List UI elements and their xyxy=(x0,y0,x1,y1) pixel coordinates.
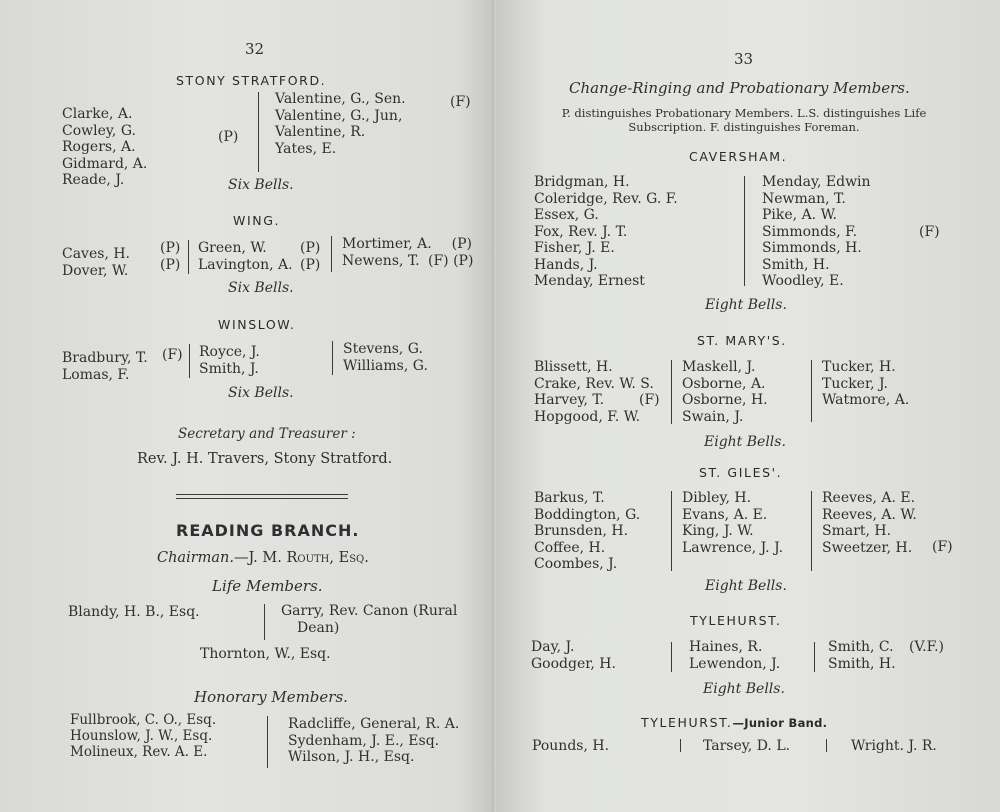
life-members-label: Life Members. xyxy=(212,577,323,595)
column-divider xyxy=(264,604,265,640)
member-name: Osborne, A. xyxy=(682,375,766,392)
column-divider xyxy=(671,642,672,672)
probationary-mark: (P) xyxy=(300,256,321,273)
honorary-members-label: Honorary Members. xyxy=(194,688,348,706)
column-divider xyxy=(331,236,332,272)
reading-branch-heading: READING BRANCH. xyxy=(176,521,360,540)
member-name: King, J. W. xyxy=(682,523,754,539)
wing-heading: WING. xyxy=(233,213,281,228)
member-name: Simmonds, H. xyxy=(762,240,862,256)
chairman-line xyxy=(157,551,369,566)
member-name: Maskell, J. xyxy=(682,359,756,375)
member-name: Essex, G. xyxy=(534,207,599,223)
member-name: Bradbury, T. xyxy=(62,350,148,366)
member-name: Evans, A. E. xyxy=(682,506,768,523)
status-mark: (P) xyxy=(451,236,472,252)
member-name: Tarsey, D. L. xyxy=(703,738,791,754)
foreman-mark: (F) xyxy=(450,94,471,110)
page-number-right: 33 xyxy=(734,50,754,68)
wing-col1-marks xyxy=(160,240,180,273)
chairman-label: Chairman. xyxy=(157,550,234,566)
member-name: Hounslow, J. W., Esq. xyxy=(70,728,213,744)
probationary-mark: (P) xyxy=(160,240,181,256)
member-name: Menday, Edwin xyxy=(762,174,871,190)
column-divider xyxy=(680,739,681,752)
member-name: Reeves, A. W. xyxy=(822,506,917,523)
member-name: Smith, C. xyxy=(828,639,894,655)
bells-count: Eight Bells. xyxy=(704,434,786,450)
member-name: Sydenham, J. E., Esq. xyxy=(288,732,440,749)
member-name: Clarke, A. xyxy=(62,106,133,122)
member-name: Gidmard, A. xyxy=(62,155,148,172)
member-name: Coleridge, Rev. G. F. xyxy=(534,190,678,207)
member-name: Reeves, A. E. xyxy=(822,490,916,506)
tylehurst-heading: TYLEHURST. xyxy=(690,613,782,628)
member-name: Simmonds, F. xyxy=(762,223,858,240)
stony-stratford-heading: STONY STRATFORD. xyxy=(176,73,327,88)
column-divider xyxy=(188,240,189,274)
member-name: Newman, T. xyxy=(762,190,846,207)
column-divider xyxy=(258,92,259,172)
probationary-mark: (P) xyxy=(218,129,239,145)
member-name: Lewendon, J. xyxy=(689,655,781,672)
caversham-heading: CAVERSHAM. xyxy=(689,149,788,164)
secretary-label: Secretary and Treasurer : xyxy=(178,426,356,442)
member-name: Osborne, H. xyxy=(682,392,768,408)
member-name: Sweetzer, H. xyxy=(822,539,913,556)
column-divider xyxy=(811,360,812,422)
st-marys-col1 xyxy=(534,359,654,425)
column-divider xyxy=(189,344,190,378)
member-name: Crake, Rev. W. S. xyxy=(534,375,654,392)
st-giles-heading: ST. GILES'. xyxy=(699,465,783,480)
wing-col2 xyxy=(198,240,293,273)
member-name: Rogers, A. xyxy=(62,139,136,155)
member-name: Valentine, G., Sen. xyxy=(275,91,406,107)
member-name: Dover, W. xyxy=(62,262,129,279)
junior-heading-main: TYLEHURST. xyxy=(641,715,733,730)
member-name: Day, J. xyxy=(531,639,575,655)
member-name: Dibley, H. xyxy=(682,490,752,506)
member-name: Caves, H. xyxy=(62,246,130,262)
caversham-col2 xyxy=(762,174,871,290)
member-name: Tucker, H. xyxy=(822,359,896,375)
foreman-mark: (F) xyxy=(162,347,183,363)
member-name: Valentine, R. xyxy=(275,124,366,140)
legend-note: P. distinguishes Probationary Members. L.S. distinguishes Life Subscription. F. distinguishes Foreman. xyxy=(561,106,927,134)
wing-col2-marks xyxy=(300,240,320,273)
junior-heading-suffix: —Junior Band. xyxy=(732,716,828,730)
bells-count: Eight Bells. xyxy=(705,297,787,313)
life-member-name-continued: Dean) xyxy=(297,619,340,636)
probationary-mark: (P) xyxy=(300,240,321,256)
member-name: Lavington, A. xyxy=(198,256,293,273)
probationary-mark: (P) xyxy=(160,256,181,273)
member-name: Blissett, H. xyxy=(534,359,613,375)
member-name: Wright. J. R. xyxy=(851,738,937,754)
member-name: Swain, J. xyxy=(682,408,744,425)
foreman-mark: (F) xyxy=(932,539,953,555)
member-name: Coffee, H. xyxy=(534,539,606,556)
section-rule xyxy=(176,494,348,495)
honorary-col1 xyxy=(70,712,216,760)
right-page xyxy=(496,0,1000,812)
bells-count: Eight Bells. xyxy=(703,681,785,697)
member-name: Pounds, H. xyxy=(532,738,610,754)
tylehurst-col1 xyxy=(531,639,616,672)
member-name: Barkus, T. xyxy=(534,490,605,506)
column-divider xyxy=(814,642,815,672)
bells-count: Six Bells. xyxy=(228,280,294,296)
vice-foreman-mark: (V.F.) xyxy=(909,639,945,655)
st-marys-heading: ST. MARY'S. xyxy=(697,333,787,348)
member-name: Wilson, J. H., Esq. xyxy=(288,749,415,765)
section-rule xyxy=(176,498,348,499)
winslow-col2 xyxy=(199,344,260,377)
honorary-col2 xyxy=(288,716,459,766)
member-name: Tucker, J. xyxy=(822,375,888,392)
foreman-mark: (F) xyxy=(639,392,660,408)
member-name: Fox, Rev. J. T. xyxy=(534,223,628,240)
member-name: Radcliffe, General, R. A. xyxy=(288,716,460,732)
wing-col3-marks xyxy=(428,236,472,269)
member-name: Stevens, G. xyxy=(343,341,423,357)
member-name: Bridgman, H. xyxy=(534,174,630,190)
member-name: Haines, R. xyxy=(689,639,763,655)
column-divider xyxy=(826,739,827,752)
member-name: Valentine, G., Jun, xyxy=(275,107,403,124)
st-marys-col3 xyxy=(822,359,909,409)
st-marys-col2 xyxy=(682,359,768,425)
member-name: Williams, G. xyxy=(343,357,428,374)
st-giles-col3 xyxy=(822,490,917,556)
column-divider xyxy=(811,491,812,571)
tylehurst-col2 xyxy=(689,639,780,672)
life-member-name-multiline xyxy=(281,603,457,636)
winslow-heading: WINSLOW. xyxy=(218,317,296,332)
caversham-col1 xyxy=(534,174,678,290)
column-divider xyxy=(332,341,333,375)
member-name: Fullbrook, C. O., Esq. xyxy=(70,712,217,728)
bells-count: Eight Bells. xyxy=(705,578,787,594)
member-name: Smith, H. xyxy=(762,256,830,273)
member-name: Cowley, G. xyxy=(62,122,136,139)
member-name: Reade, J. xyxy=(62,172,125,188)
winslow-col3 xyxy=(343,341,428,374)
wing-col1 xyxy=(62,246,130,279)
life-member-name: Thornton, W., Esq. xyxy=(200,646,331,662)
member-name: Pike, A. W. xyxy=(762,207,837,223)
left-page xyxy=(0,0,496,812)
member-name: Harvey, T. xyxy=(534,392,605,408)
foreman-mark: (F) xyxy=(919,224,940,240)
tylehurst-col3 xyxy=(828,639,896,672)
life-member-name: Blandy, H. B., Esq. xyxy=(68,604,200,620)
member-name: Hands, J. xyxy=(534,256,598,273)
st-giles-col1 xyxy=(534,490,640,573)
wing-col3 xyxy=(342,236,432,269)
member-name: Lawrence, J. J. xyxy=(682,539,784,556)
member-name: Yates, E. xyxy=(275,140,337,157)
column-divider xyxy=(744,176,745,286)
stony-col2 xyxy=(275,91,406,157)
member-name: Smith, J. xyxy=(199,360,259,377)
member-name: Smith, H. xyxy=(828,655,896,672)
chairman-name: —J. M. Routh, Esq. xyxy=(234,550,369,566)
member-name: Boddington, G. xyxy=(534,506,641,523)
member-name: Coombes, J. xyxy=(534,556,618,572)
tylehurst-junior-heading xyxy=(641,717,827,730)
member-name: Watmore, A. xyxy=(822,392,910,408)
member-name: Menday, Ernest xyxy=(534,273,645,289)
member-name: Hopgood, F. W. xyxy=(534,408,641,425)
secretary-name: Rev. J. H. Travers, Stony Stratford. xyxy=(137,451,393,467)
stony-col1 xyxy=(62,106,147,189)
member-name: Woodley, E. xyxy=(762,273,844,289)
life-member-name: Garry, Rev. Canon (Rural xyxy=(281,603,458,619)
winslow-col1 xyxy=(62,350,148,383)
column-divider xyxy=(267,716,268,768)
status-mark: (F) (P) xyxy=(428,252,474,269)
member-name: Newens, T. xyxy=(342,252,420,269)
member-name: Brunsden, H. xyxy=(534,523,629,539)
column-divider xyxy=(671,360,672,424)
member-name: Fisher, J. E. xyxy=(534,240,615,256)
page-title: Change-Ringing and Probationary Members. xyxy=(569,79,910,97)
member-name: Lomas, F. xyxy=(62,366,130,383)
member-name: Molineux, Rev. A. E. xyxy=(70,744,208,760)
member-name: Mortimer, A. xyxy=(342,236,432,252)
page-number-left: 32 xyxy=(245,40,265,58)
column-divider xyxy=(671,491,672,571)
st-giles-col2 xyxy=(682,490,783,556)
member-name: Goodger, H. xyxy=(531,655,616,672)
bells-count: Six Bells. xyxy=(228,385,294,401)
member-name: Royce, J. xyxy=(199,344,260,360)
bells-count: Six Bells. xyxy=(228,177,294,193)
member-name: Green, W. xyxy=(198,240,267,256)
member-name: Smart, H. xyxy=(822,523,892,539)
